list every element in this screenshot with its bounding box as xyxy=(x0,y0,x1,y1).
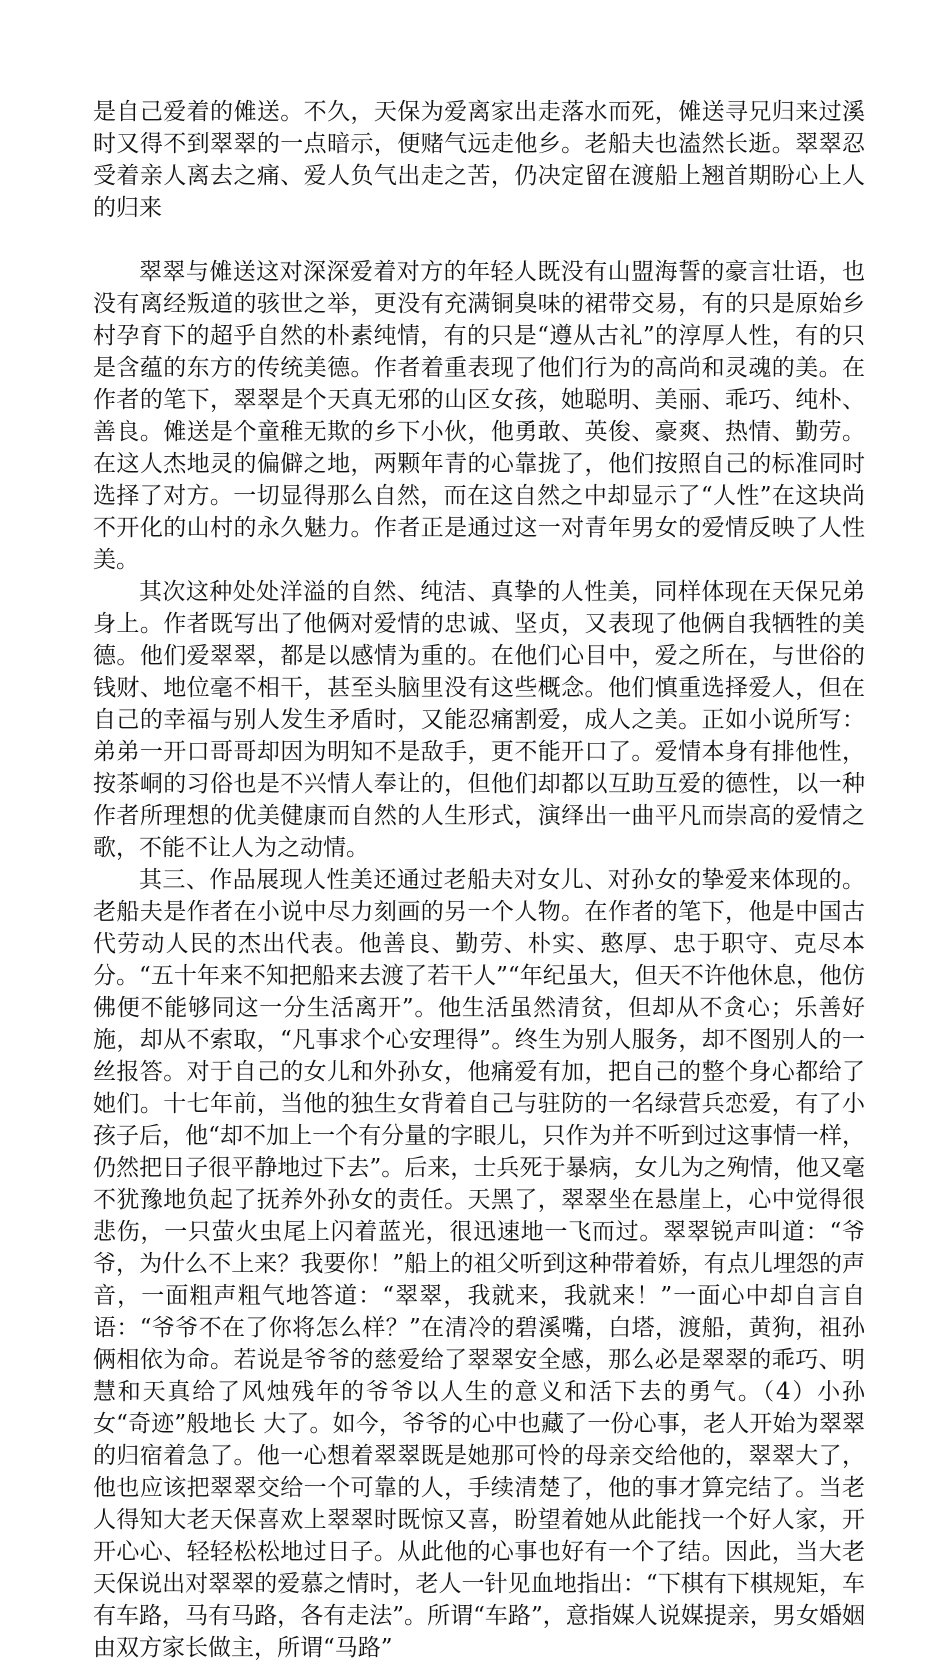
paragraph-1: 是自己爱着的傩送。不久，天保为爱离家出走落水而死，傩送寻兄归来过溪时又得不到翠翠的一点暗示，便赌气远走他乡。老船夫也溘然长逝。翠翠忍受着亲人离去之痛、爱人负气出走之苦，仍决定留在渡船上翘首期盼心上人的归来 xyxy=(93,99,865,221)
paragraph-4: 其三、作品展现人性美还通过老船夫对女儿、对孙女的挚爱来体现的。 老船夫是作者在小说中尽力刻画的另一个人物。在作者的笔下，他是中国古代劳动人民的杰出代表。他善良、勤劳、朴实、憨厚、忠于职守、克尽本分。“五十年来不知把船来去渡了若干人”“年纪虽大，但天不许他休息，他仿佛便不能够同这一分生活离开”。他生活虽然清贫，但却从不贪心；乐善好施，却从不索取，“凡事求个心安理得”。终生为别人服务，却不图别人的一丝报答。对于自己的女儿和外孙女，他痛爱有加，把自己的整个身心都给了她们。十七年前，当他的独生女背着自己与驻防的一名绿营兵恋爱，有了小孩子后，他“却不加上一个有分量的字眼儿，只作为并不听到过这事情一样，仍然把日子很平静地过下去”。后来，士兵死于暴病，女儿为之殉情，他又毫不犹豫地负起了抚养外孙女的责任。天黑了，翠翠坐在悬崖上，心中觉得很悲伤，一只萤火虫尾上闪着蓝光，很迅速地一飞而过。翠翠锐声叫道：“爷爷，为什么不上来？我要你！”船上的祖父听到这种带着娇，有点儿埋怨的声音，一面粗声粗气地答道：“翠翠，我就来，我就来！”一面心中却自言自语：“爷爷不在了你将怎么样？”在清冷的碧溪嘴，白塔，渡船，黄狗，祖孙俩相依为命。若说是爷爷的慈爱给了翠翠安全感，那么必是翠翠的乖巧、明慧和天真给了风烛残年的爷爷以人生的意义和活下去的勇气。（4）小孙女“奇迹”般地长 大了。如今，爷爷的心中也藏了一份心事，老人开始为翠翠的归宿着急了。他一心想着翠翠既是她那可怜的母亲交给他的，翠翠大了，他也应该把翠翠交给一个可靠的人，手续清楚了，他的事才算完结了。当老人得知大老天保喜欢上翠翠时既惊又喜，盼望着她从此能找一个好人家，开开心心、轻轻松松地过日子。从此他的心事也好有一个了结。因此，当大老天保说出对翠翠的爱慕之情时，老人一针见血地指出：“下棋有下棋规矩，车有车路，马有马路，各有走法”。所谓“车路”，意指媒人说媒提亲，男女婚姻由双方家长做主，所谓“马路” xyxy=(93,867,865,1661)
paragraph-gap xyxy=(93,224,865,256)
document-page xyxy=(93,96,865,1664)
paragraph-3: 其次这种处处洋溢的自然、纯洁、真挚的人性美，同样体现在天保兄弟身上。作者既写出了他俩对爱情的忠诚、坚贞，又表现了他俩自我牺牲的美德。他们爱翠翠，都是以感情为重的。在他们心目中，爱之所在，与世俗的钱财、地位毫不相干，甚至头脑里没有这些概念。他们慎重选择爱人，但在自己的幸福与别人发生矛盾时，又能忍痛割爱，成人之美。正如小说所写：弟弟一开口哥哥却因为明知不是敌手，更不能开口了。爱情本身有排他性，按茶峒的习俗也是不兴情人奉让的，但他们却都以互助互爱的德性，以一种作者所理想的优美健康而自然的人生形式，演绎出一曲平凡而崇高的爱情之歌，不能不让人为之动情。 xyxy=(93,579,865,861)
paragraph-2: 翠翠与傩送这对深深爱着对方的年轻人既没有山盟海誓的豪言壮语，也没有离经叛道的骇世之举，更没有充满铜臭味的裙带交易，有的只是原始乡村孕育下的超乎自然的朴素纯情，有的只是“遵从古礼”的淳厚人性，有的只是含蕴的东方的传统美德。作者着重表现了他们行为的高尚和灵魂的美。在作者的笔下，翠翠是个天真无邪的山区女孩，她聪明、美丽、乖巧、纯朴、善良。傩送是个童稚无欺的乡下小伙，他勇敢、英俊、豪爽、热情、勤劳。在这人杰地灵的偏僻之地，两颗年青的心靠拢了，他们按照自己的标准同时选择了对方。一切显得那么自然，而在这自然之中却显示了“人性”在这块尚不开化的山村的永久魅力。作者正是通过这一对青年男女的爱情反映了人性美。 xyxy=(93,259,865,573)
